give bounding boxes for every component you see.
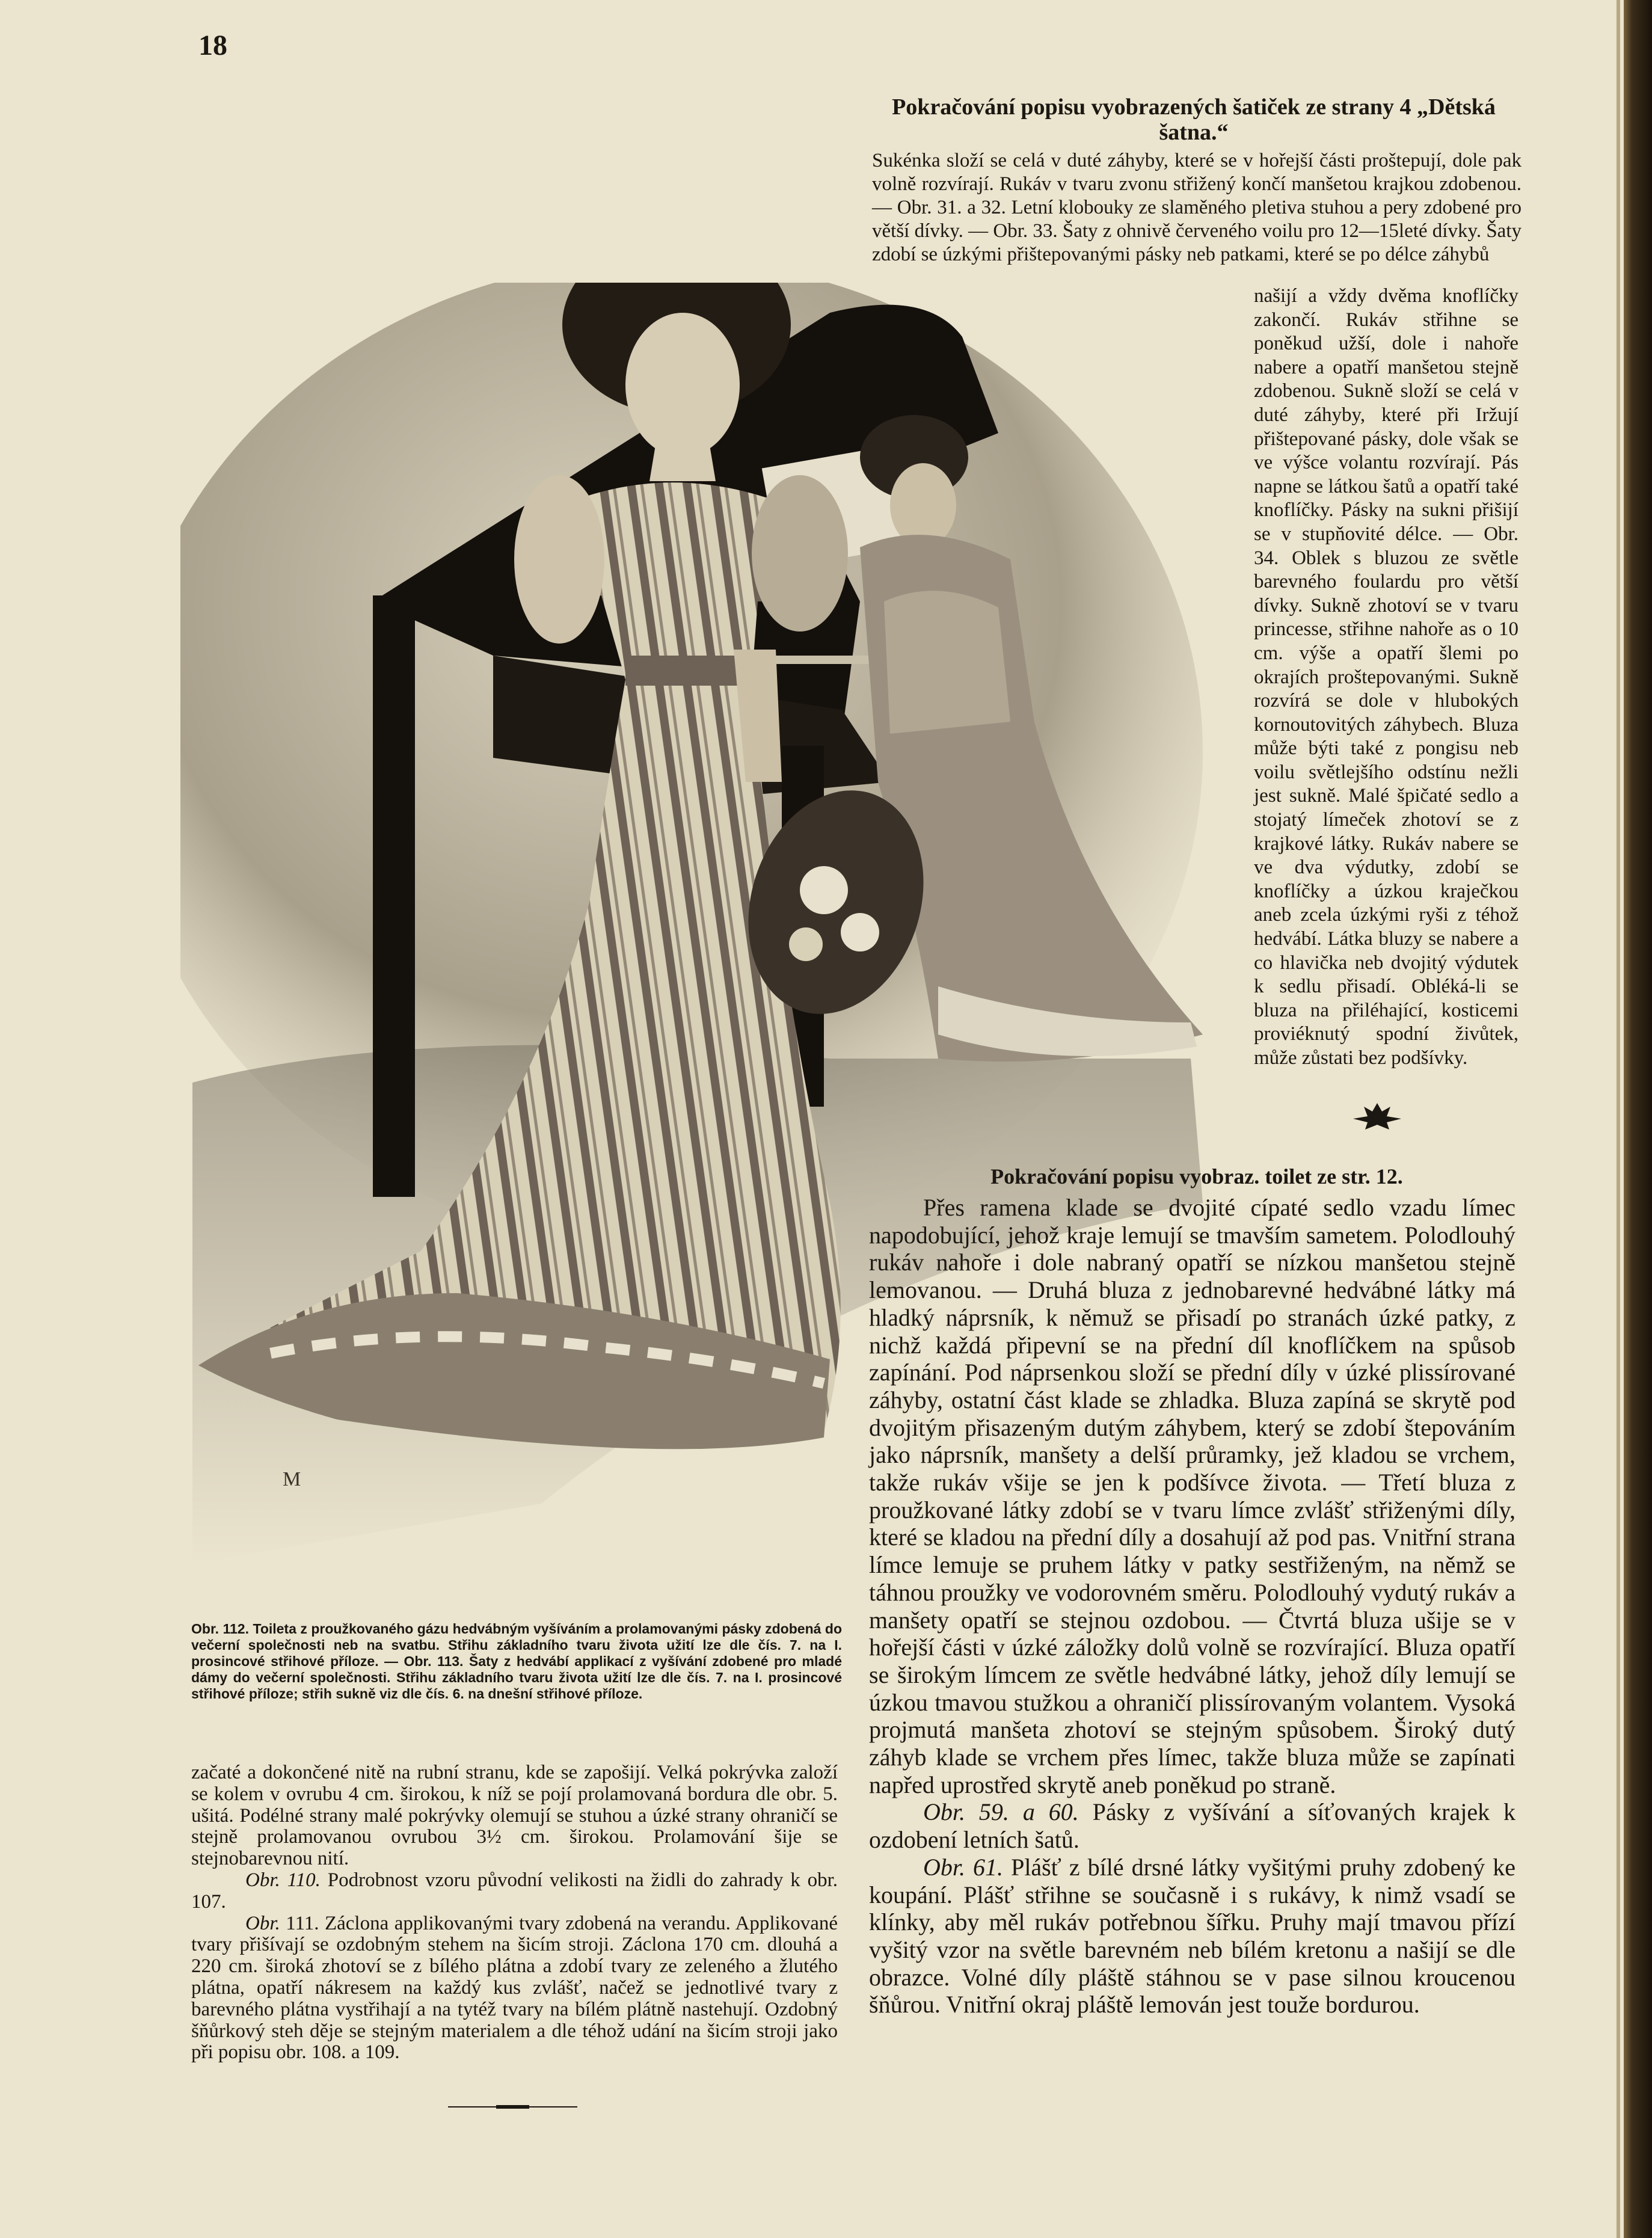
article1-paragraph: našijí a vždy dvěma knoflíčky zakončí. Rukáv střihne se poněkud užší, dole i nahoře nabere a opatří manšetou stejně zdobenou. Sukně složí se celá v duté záhyby, které při Iržují přištepované pásky, dole však se ve výšce volantu rozvírají. Pás napne se látkou šatů a opatří také knoflíčky. Pásky na sukni přišijí se v stupňovité délce. — Obr. 34. Oblek s bluzou ze světle barevného foulardu pro větší dívky. Sukně zhotoví se v tvaru princesse, střihne nahoře as o 10 cm. výše a opatří šlemi po okrajích proštepovanými. Sukně rozvírá se dole v hlubokých kornoutovitých záhybech. Bluza může býti také z pongisu neb voilu světlejšího odstínu nežli jest sukně. Malé špičaté sedlo a stojatý límeček zhotoví se z krajkové látky. Rukáv nabere se ve dva výdutky, zdobí se knoflíčky a úzkou kraječkou aneb zcela úzkými ryši z téhož hedvábí. Látka bluzy se nabere a co hlavička neb dvojitý výdutek k sedlu přisadí. Obléká-li se bluza na přiléhající, kosticemi proviéknutý spodní živůtek, může zůstati bez podšívky. [1254,285,1518,1069]
article2-heading: Pokračování popisu vyobraz. toilet ze str. 12. [990,1164,1403,1188]
article3-body [191,1762,838,2064]
article2-body [869,1194,1515,2018]
ornament-icon [1347,1098,1407,1134]
article1-text-full: Sukénka složí se celá v duté záhyby, které se v hořejší části proštepují, dole pak volně rozvírají. Rukáv v tvaru zvonu střižený končí manšetou krajkou zdobenou. — Obr. 31. a 32. Letní klobouky ze slaměného pletiva stuhou a pery zdobené pro větší dívky. — Obr. 33. Šaty z ohnivě červeného voilu pro 12—15leté dívky. Šaty zdobí se úzkými přištepovanými pásky neb patkami, které se po délce záhybů [872,150,1521,265]
paragraph-text: Podrobnost vzoru původní velikosti na židli do zahrady k obr. 107. [191,1869,838,1913]
article3-paragraph-obr-111 [191,1913,838,2064]
article1-heading: Pokračování popisu vyobrazených šatiček ze strany 4 „Dětská šatna.“ [892,94,1496,145]
page-edge-line [1617,0,1620,2238]
page-number: 18 [198,29,227,61]
paragraph-text: 111. Záclona applikovanými tvary zdobená na verandu. Applikované tvary přišívají se ozdobným stehem na šicím stroji. Záclona 170 cm. dlouhá a 220 cm. široká zhotoví se z bílého plátna a zdobí tvary ze zeleného a žlutého plátna, opatří nákresem na každý kus zvlášť, načež se jednotlivé tvary z barevného plátna vystřihají a na tytéž tvary na bílém plátně nastehují. Ozdobný šňůrkový steh děje se stejným materialem a dle téhož udání na šicím stroji jako při popisu obr. 108. a 109. [191,1912,838,2064]
paragraph-text: Plášť z bílé drsné látky vyšitými pruhy zdobený ke koupání. Plášť střihne se současně i s rukávy, k nimž vsadí se klínky, aby měl rukáv potřebnou šířku. Pruhy mají tmavou přízí vyšitý vzor na světle barevném neb bílém kretonu a našijí se dle obrazce. Volné díly pláště stáhnou se v pase silnou kroucenou šňůrou. Vnitřní okraj pláště lemován jest touže bordurou. [869,1853,1515,2018]
figure-reference: Obr. 61. [923,1853,1004,1881]
binding-edge [1624,0,1652,2238]
article2-paragraph-obr-59 [869,1798,1515,1853]
artist-monogram: M [283,1468,301,1490]
figure-reference: Obr. 59. a 60. [923,1798,1079,1826]
figure-caption: Obr. 112. Toileta z proužkovaného gázu hedvábným vyšíváním a prolamovanými pásky zdobená do večerní společnosti neb na svatbu. Střihu základního tvaru života užití lze dle čís. 7. na I. prosincové střihové příloze. — Obr. 113. Šaty z hedvábí applikací z vyšívání zdobené pro mladé dámy do večerní společnosti. Střihu základního tvaru života užití lze dle čís. 7. na I. prosincové střihové příloze; střih sukně viz dle čís. 6. na dnešní střihové příloze. [191,1621,842,1702]
article1-text-narrow [1254,284,1518,1071]
article2-paragraph-obr-61 [869,1854,1515,2018]
figure-reference: Obr. 110. [245,1869,321,1891]
article2-paragraph: Přes ramena klade se dvojité cípaté sedlo vzadu límec napodobující, jehož kraje lemují se tmavším sametem. Polodlouhý rukáv nahoře i dole nabraný opatří se nízkou manšetou stejně lemovanou. — Druhá bluza z jednobarevné hedvábné látky má hladký náprsník, k němuž se přisadí po stranách úzké patky, z nichž každá připevní se na přední díl knoflíčkem na spůsob zapínání. Pod náprsenkou složí se přední díly v úzké plissírované záhyby, ostatní část klade se zhladka. Bluza zapíná se skrytě pod dvojitým přisazeným dutým záhybem, který se zdobí štepováním jako náprsník, manšety a delší průramky, jež kladou se vrchem, takže rukáv všije se jen k podšívce života. — Třetí bluza z proužkované látky zdobí se v tvaru límce zvlášť střiženými díly, které se kladou na přední díly a dosahují až pod pas. Vnitřní strana límce lemuje se pruhem látky v patky sestřiženým, na němž se táhnou proužky ve vodorovném směru. Polodlouhý vydutý rukáv a manšety opatří se stejnou ozdobou. — Čtvrtá bluza ušije se v hořejší části v úzké záložky dolů volně se rozvírající. Bluza opatří se širokým límcem ze světle hedvábné látky, jehož díly lemují se úzkou tmavou stužkou a ohraničí plissírovaným volantem. Vysoká projmutá manšeta zhotoví se stejným spůsobem. Široký dutý záhyb klade se vrchem přes límec, takže bluza může se zapínati napřed uprostřed skrytě aneb poněkud po straně. [869,1194,1515,1798]
article3-paragraph: začaté a dokončené nitě na rubní stranu, kde se zapošijí. Velká pokrývka založí se kolem v ovrubu 4 cm. širokou, k níž se pojí prolamovaná bordura dle obr. 5. ušitá. Podélné strany malé pokrývky olemují se stuhou a úzké strany ohraničí se stejně prolamovanou ovrubou 3½ cm. širokou. Prolamování šije se stejnobarevnou nití. [191,1762,838,1870]
figure-reference: Obr. [245,1912,280,1934]
paragraph-text: Pásky z vyšívání a síťovaných krajek k ozdobení letních šatů. [869,1798,1515,1854]
article3-paragraph-obr-110 [191,1870,838,1913]
end-rule-divider [448,2105,577,2109]
